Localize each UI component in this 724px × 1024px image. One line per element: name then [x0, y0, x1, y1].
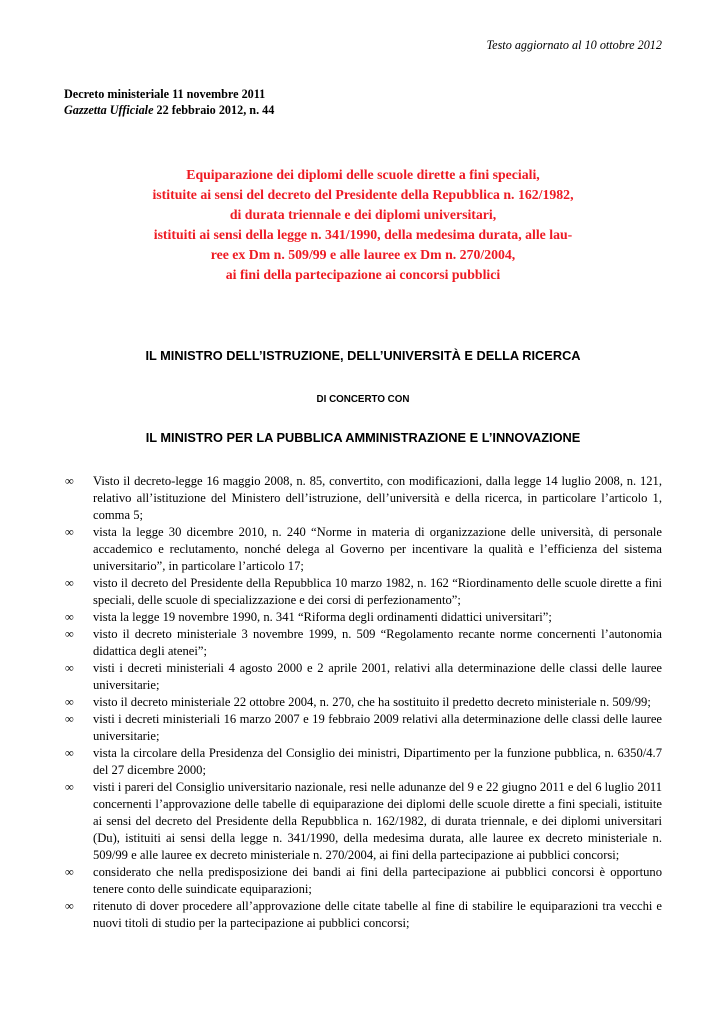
- recital-text: visti i pareri del Consiglio universitario nazionale, resi nelle adunanze del 9 e 22 giugno 2011 e del 6 luglio 2011 concernenti l’approvazione delle tabelle di equiparazione dei diplomi delle scuole dirette a fini speciali, istituite ai sensi del decreto del Presidente della Repubblica n. 162/1982, di durata triennale, e dei diplomi universitari (Du), istituiti ai sensi della legge n. 341/1990, della medesima durata, alle lauree ex decreto ministeriale n. 509/99 e alle lauree ex decreto ministeriale n. 270/2004, ai fini della partecipazione ai pubblici concorsi;: [93, 780, 662, 862]
- gazzetta-issue: 22 febbraio 2012, n. 44: [153, 102, 275, 117]
- recital-item: [64, 745, 662, 779]
- updated-note: Testo aggiornato al 10 ottobre 2012: [486, 38, 662, 52]
- infinity-bullet-icon: ∞: [65, 525, 74, 539]
- recitals-list: [64, 473, 662, 932]
- infinity-bullet-icon: ∞: [65, 661, 74, 675]
- recital-item: [64, 575, 662, 609]
- recital-item: [64, 864, 662, 898]
- recital-item: [64, 711, 662, 745]
- infinity-bullet-icon: ∞: [65, 695, 74, 709]
- heading-di-concerto-con: DI CONCERTO CON: [316, 394, 410, 405]
- recital-text: vista la legge 19 novembre 1990, n. 341 “Riforma degli ordinamenti didattici universitari”;: [93, 610, 552, 624]
- infinity-bullet-icon: ∞: [65, 865, 74, 879]
- main-title-line: istituite ai sensi del decreto del Presidente della Repubblica n. 162/1982,: [152, 187, 574, 202]
- recital-text: visti i decreti ministeriali 16 marzo 2007 e 19 febbraio 2009 relativi alla determinazione delle classi delle lauree universitarie;: [93, 712, 662, 743]
- recital-item: [64, 694, 662, 711]
- main-title-line: di durata triennale e dei diplomi universitari,: [229, 207, 497, 222]
- main-title-line: ai fini della partecipazione ai concorsi pubblici: [225, 267, 501, 282]
- recital-text: ritenuto di dover procedere all’approvazione delle citate tabelle al fine di stabilire le equiparazioni tra vecchi e nuovi titoli di studio per la partecipazione ai pubblici concorsi;: [93, 899, 662, 930]
- main-title-line: istituiti ai sensi della legge n. 341/1990, della medesima durata, alle lau-: [153, 227, 573, 242]
- recital-text: visto il decreto del Presidente della Repubblica 10 marzo 1982, n. 162 “Riordinamento delle scuole dirette a fini speciali, delle scuole di specializzazione e dei corsi di perfezionamento”;: [93, 576, 662, 607]
- infinity-bullet-icon: ∞: [65, 780, 74, 794]
- heading-minister-pa: IL MINISTRO PER LA PUBBLICA AMMINISTRAZIONE E L’INNOVAZIONE: [145, 430, 581, 445]
- heading-minister-education: IL MINISTRO DELL’ISTRUZIONE, DELL’UNIVERSITÀ E DELLA RICERCA: [145, 348, 581, 363]
- recital-text: Visto il decreto-legge 16 maggio 2008, n. 85, convertito, con modificazioni, dalla legge 14 luglio 2008, n. 121, relativo all’istituzione del Ministero dell’istruzione, dell’università e della ricerca, in particolare l’articolo 1, comma 5;: [93, 474, 662, 522]
- infinity-bullet-icon: ∞: [65, 576, 74, 590]
- recital-text: visto il decreto ministeriale 3 novembre 1999, n. 509 “Regolamento recante norme concernenti l’autonomia didattica degli atenei”;: [93, 627, 662, 658]
- infinity-bullet-icon: ∞: [65, 627, 74, 641]
- infinity-bullet-icon: ∞: [65, 474, 74, 488]
- recital-text: vista la legge 30 dicembre 2010, n. 240 “Norme in materia di organizzazione delle università, di personale accademico e reclutamento, nonché delega al Governo per incentivare la qualità e l’efficienza del sistema universitario”, in particolare l’articolo 17;: [93, 525, 662, 573]
- decree-header: [64, 87, 662, 118]
- recital-item: [64, 779, 662, 864]
- recital-text: considerato che nella predisposizione dei bandi ai fini della partecipazione ai pubblici concorsi è opportuno tenere conto delle suindicate equiparazioni;: [93, 865, 662, 896]
- recital-item: [64, 609, 662, 626]
- infinity-bullet-icon: ∞: [65, 610, 74, 624]
- main-title: [64, 165, 662, 285]
- main-title-line: Equiparazione dei diplomi delle scuole dirette a fini speciali,: [186, 167, 540, 182]
- main-title-line: ree ex Dm n. 509/99 e alle lauree ex Dm n. 270/2004,: [210, 247, 516, 262]
- recital-text: vista la circolare della Presidenza del Consiglio dei ministri, Dipartimento per la funzione pubblica, n. 6350/4.7 del 27 dicembre 2000;: [93, 746, 662, 777]
- recital-text: visto il decreto ministeriale 22 ottobre 2004, n. 270, che ha sostituito il predetto decreto ministeriale n. 509/99;: [93, 695, 651, 709]
- infinity-bullet-icon: ∞: [65, 712, 74, 726]
- recital-item: [64, 626, 662, 660]
- infinity-bullet-icon: ∞: [65, 746, 74, 760]
- decree-date-line: Decreto ministeriale 11 novembre 2011: [64, 87, 266, 101]
- recital-item: [64, 524, 662, 575]
- gazzetta-line: [64, 103, 662, 119]
- recital-text: visti i decreti ministeriali 4 agosto 2000 e 2 aprile 2001, relativi alla determinazione delle classi delle lauree universitarie;: [93, 661, 662, 692]
- recital-item: [64, 660, 662, 694]
- gazzetta-name: Gazzetta Ufficiale: [64, 102, 154, 117]
- infinity-bullet-icon: ∞: [65, 899, 74, 913]
- recital-item: [64, 473, 662, 524]
- recital-item: [64, 898, 662, 932]
